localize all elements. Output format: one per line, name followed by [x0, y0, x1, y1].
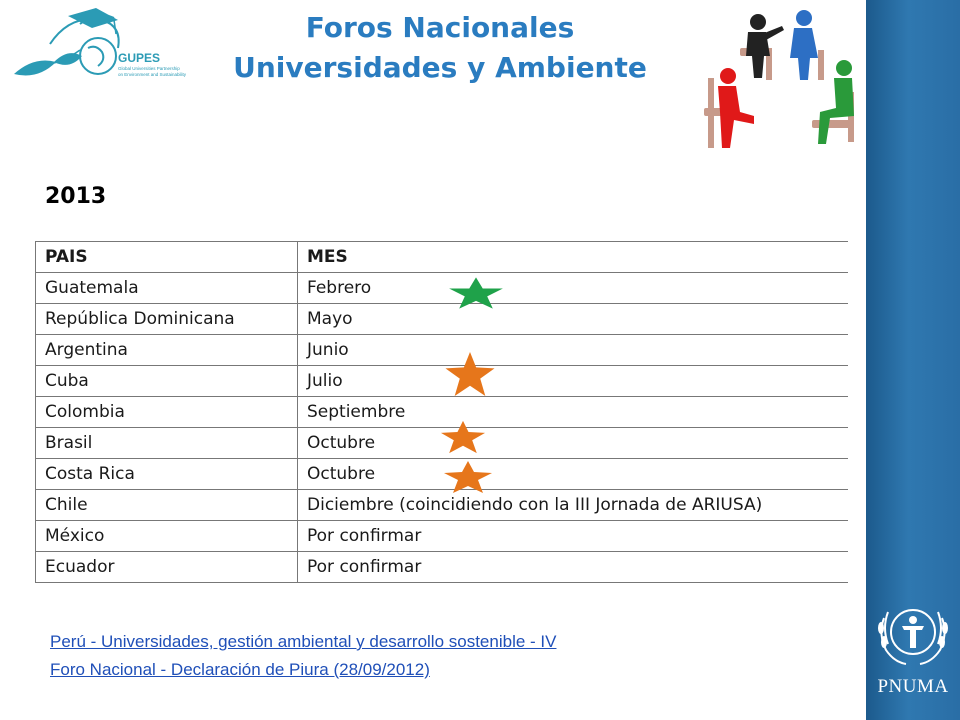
table-header-row	[36, 242, 849, 273]
cell-pais: México	[36, 521, 298, 552]
cell-pais: Ecuador	[36, 552, 298, 583]
header-mes: MES	[298, 242, 849, 273]
cell-pais: República Dominicana	[36, 304, 298, 335]
table-row	[36, 273, 849, 304]
star-icon	[443, 460, 493, 494]
star-icon	[440, 420, 486, 454]
star-icon	[444, 351, 496, 397]
cell-pais: Cuba	[36, 366, 298, 397]
table-row	[36, 521, 849, 552]
table-row	[36, 490, 849, 521]
un-emblem-icon	[872, 598, 954, 670]
table-row	[36, 304, 849, 335]
cell-pais: Costa Rica	[36, 459, 298, 490]
pnuma-label: PNUMA	[877, 676, 949, 697]
star-shape	[444, 461, 492, 493]
cell-pais: Chile	[36, 490, 298, 521]
cell-pais: Argentina	[36, 335, 298, 366]
title-line-1: Foros Nacionales	[305, 11, 575, 44]
cell-pais: Colombia	[36, 397, 298, 428]
page-title	[200, 8, 680, 88]
forum-schedule-table	[35, 241, 848, 583]
gupes-tagline-2: on Environment and Sustainability	[118, 72, 187, 77]
star-shape	[445, 352, 494, 396]
cell-mes: Octubre	[298, 459, 849, 490]
cell-mes: Julio	[298, 366, 849, 397]
header-pais: PAIS	[36, 242, 298, 273]
cell-pais: Brasil	[36, 428, 298, 459]
declaration-link-block	[50, 628, 556, 684]
meeting-people-icon	[700, 8, 870, 158]
cell-mes: Febrero	[298, 273, 849, 304]
declaration-link-line-1[interactable]: Perú - Universidades, gestión ambiental y desarrollo sostenible - IV	[50, 632, 557, 651]
cell-mes: Octubre	[298, 428, 849, 459]
table-row	[36, 335, 849, 366]
gupes-tagline-1: Global Universities Partnership	[118, 66, 180, 71]
cell-mes: Mayo	[298, 304, 849, 335]
declaration-link-line-2[interactable]: Foro Nacional - Declaración de Piura (28/09/2012)	[50, 660, 430, 679]
cell-mes: Por confirmar	[298, 552, 849, 583]
star-shape	[449, 277, 503, 308]
title-line-2: Universidades y Ambiente	[233, 51, 647, 84]
table-row	[36, 552, 849, 583]
table-row	[36, 366, 849, 397]
year-heading: 2013	[45, 184, 107, 209]
cell-pais: Guatemala	[36, 273, 298, 304]
star-icon	[448, 276, 504, 310]
cell-mes: Diciembre (coincidiendo con la III Jornada de ARIUSA)	[298, 490, 849, 521]
table-row	[36, 459, 849, 490]
gupes-name: GUPES	[118, 51, 161, 65]
cell-mes: Junio	[298, 335, 849, 366]
star-shape	[441, 421, 485, 453]
cell-mes: Por confirmar	[298, 521, 849, 552]
cell-mes: Septiembre	[298, 397, 849, 428]
